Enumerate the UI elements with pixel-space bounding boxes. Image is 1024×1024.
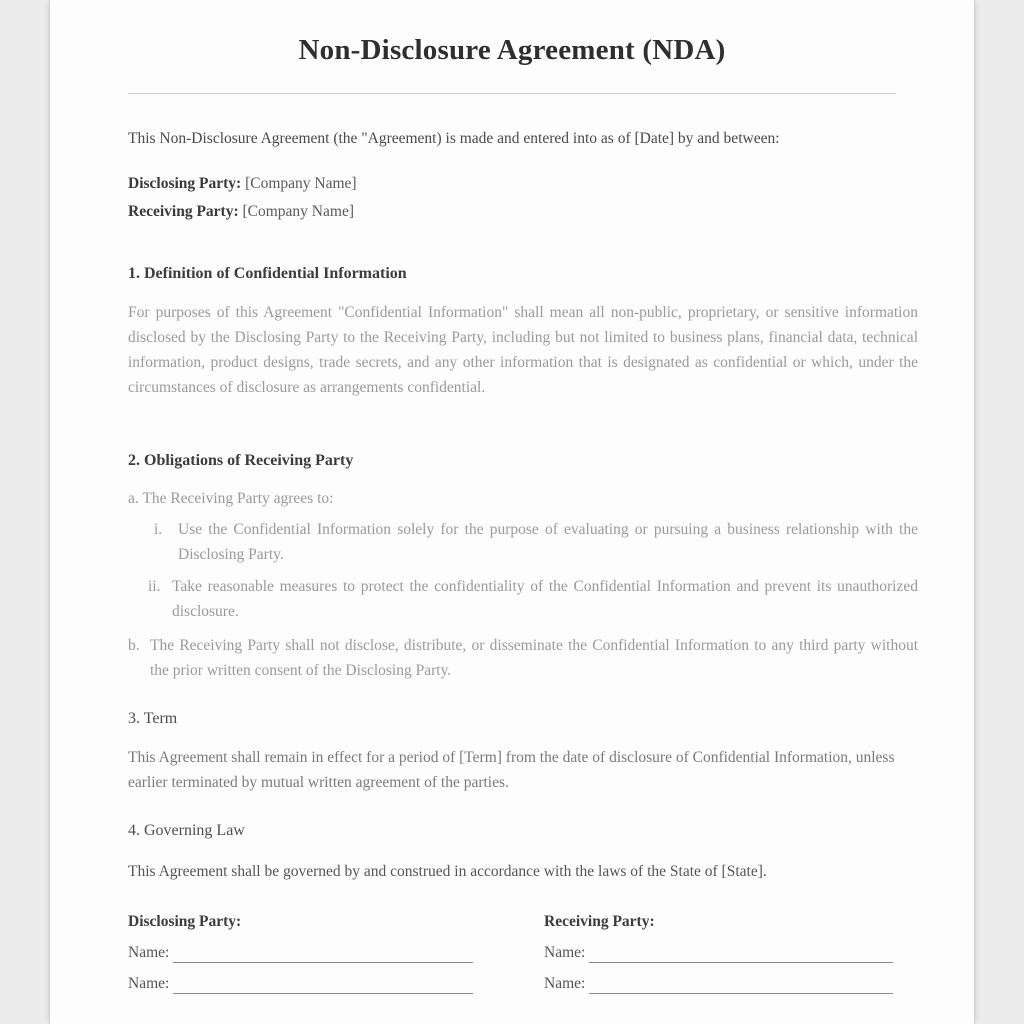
disclosing-party-value: [Company Name]: [245, 175, 357, 192]
section-2-sub-item-ii: [148, 574, 918, 624]
name-label: Name:: [544, 975, 586, 992]
signature-line[interactable]: [173, 979, 473, 994]
item-b-number: b.: [128, 637, 140, 654]
section-4-heading: 4. Governing Law: [128, 822, 245, 839]
section-2-heading: 2. Obligations of Receiving Party: [128, 452, 354, 469]
signature-line[interactable]: [589, 948, 893, 963]
item-b-text: The Receiving Party shall not disclose, distribute, or disseminate the Confidential Information to any third party without the prior written consent of the Disclosing Party.: [150, 637, 918, 679]
receiving-party-value: [Company Name]: [242, 203, 354, 220]
section-2-item-a: a. The Receiving Party agrees to:: [128, 490, 334, 507]
disclosing-party-label: Disclosing Party:: [128, 175, 242, 192]
section-4-paragraph: This Agreement shall be governed by and construed in accordance with the laws of the State of [State].: [128, 863, 767, 880]
sub-item-ii-number: ii.: [148, 578, 161, 595]
signature-label-receiving: Receiving Party:: [544, 913, 655, 930]
signature-line[interactable]: [173, 948, 473, 963]
signature-label-disclosing: Disclosing Party:: [128, 913, 242, 930]
signature-row: [128, 974, 473, 994]
signature-block-receiving: [544, 912, 893, 994]
signature-line[interactable]: [589, 979, 893, 994]
section-1-heading: 1. Definition of Confidential Information: [128, 265, 407, 282]
section-3-heading: 3. Term: [128, 710, 178, 727]
name-label: Name:: [128, 944, 170, 961]
document-page: [50, 0, 974, 1024]
receiving-party-label: Receiving Party:: [128, 203, 239, 220]
document-title: Non-Disclosure Agreement (NDA): [298, 34, 726, 66]
name-label: Name:: [128, 975, 170, 992]
section-2-item-b: [128, 633, 918, 683]
name-label: Name:: [544, 944, 586, 961]
sub-item-i-number: i.: [154, 521, 163, 538]
sub-item-i-text: Use the Confidential Information solely for the purpose of evaluating or pursuing a business relationship with the Disclosing Party.: [178, 521, 918, 563]
section-2-sub-item-i: [154, 517, 918, 567]
signature-row: [128, 943, 473, 963]
disclosing-party-line: [128, 171, 918, 196]
signature-row: [544, 943, 893, 963]
section-1-paragraph: For purposes of this Agreement "Confidential Information" shall mean all non-public, proprietary, or sensitive information disclosed by the Disclosing Party to the Receiving Party, including but not limited to business plans, financial data, technical information, product designs, trade secrets, and any other information that is designated as confidential or which, under the circumstances of disclosure as arrangements confidential.: [128, 304, 918, 396]
signature-block-disclosing: [128, 912, 473, 994]
intro-paragraph: This Non-Disclosure Agreement (the "Agreement) is made and entered into as of [Date] by and between:: [128, 130, 780, 147]
section-3-paragraph: This Agreement shall remain in effect for a period of [Term] from the date of disclosure of Confidential Information, unless earlier terminated by mutual written agreement of the parties.: [128, 749, 895, 791]
title-divider: [128, 93, 896, 94]
receiving-party-line: [128, 199, 918, 224]
sub-item-ii-text: Take reasonable measures to protect the confidentiality of the Confidential Information and prevent its unauthorized disclosure.: [172, 578, 918, 620]
signature-row: [544, 974, 893, 994]
